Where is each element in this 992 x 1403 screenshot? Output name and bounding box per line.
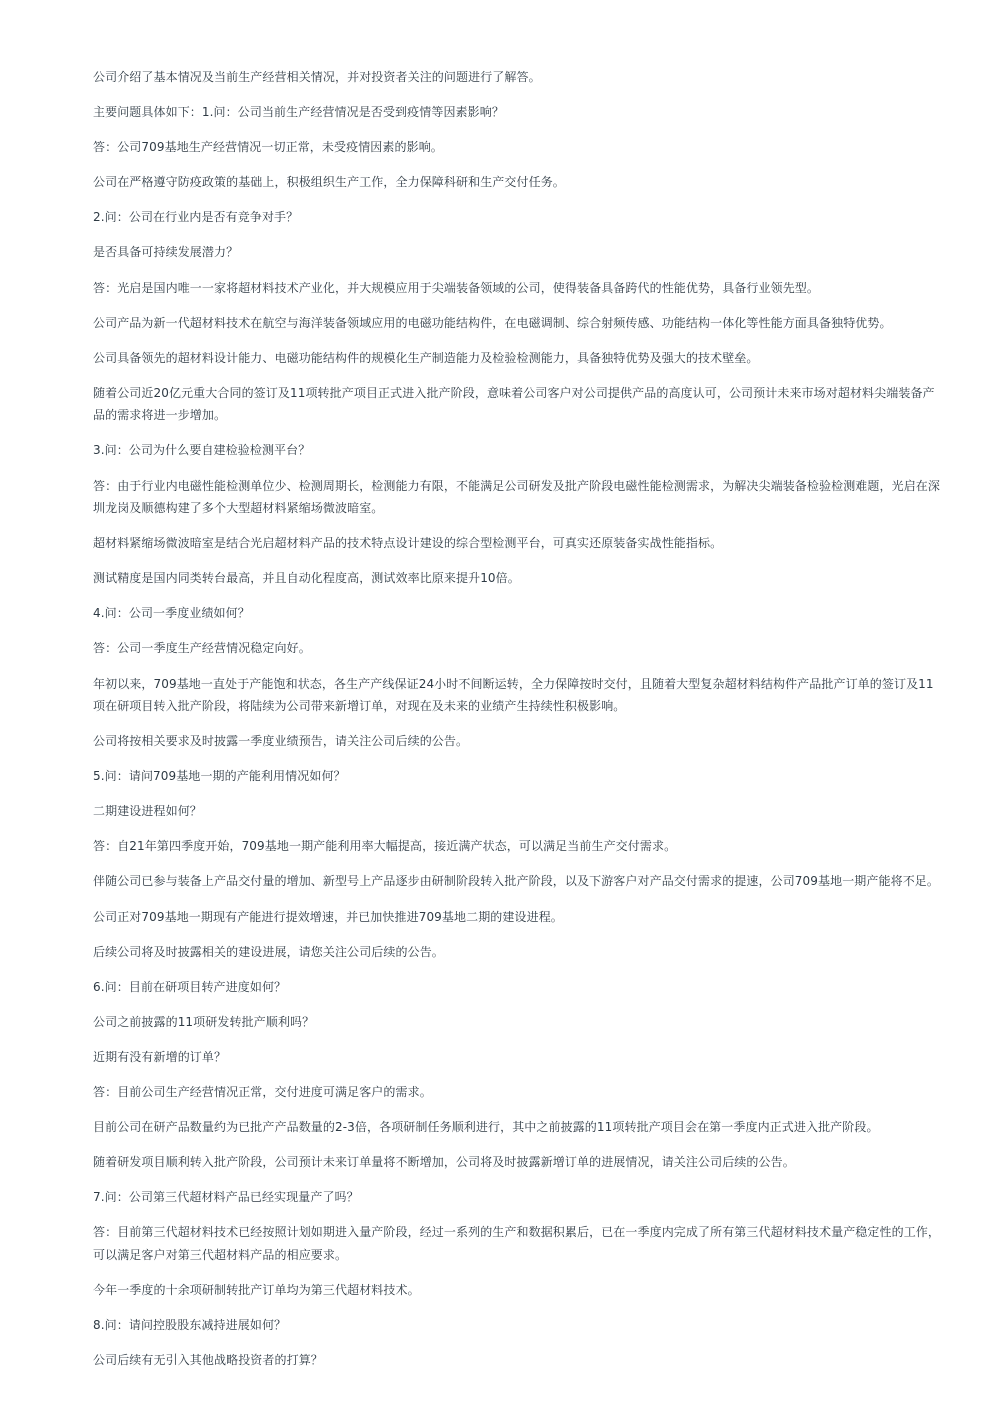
answer-3: 答：由于行业内电磁性能检测单位少、检测周期长，检测能力有限，不能满足公司研发及批产阶段电磁性能检测需求，为解决尖端装备检验检测难题，光启在深圳龙岗及顺德构建了多个大型超材料紧缩场微波暗室。 xyxy=(93,478,941,516)
answer-3-detail-1: 超材料紧缩场微波暗室是结合光启超材料产品的技术特点设计建设的综合型检测平台，可真实还原装备实战性能指标。 xyxy=(93,536,723,551)
answer-6-detail-1: 目前公司在研产品数量约为已批产产品数量的2-3倍，各项研制任务顺利进行，其中之前披露的11项转批产项目会在第一季度内正式进入批产阶段。 xyxy=(93,1120,879,1135)
answer-2-detail-2: 公司具备领先的超材料设计能力、电磁功能结构件的规模化生产制造能力及检验检测能力，具备独特优势及强大的技术壁垒。 xyxy=(93,350,759,365)
answer-7: 答：目前第三代超材料技术已经按照计划如期进入量产阶段，经过一系列的生产和数据积累后，已在一季度内完成了所有第三代超材料技术量产稳定性的工作，可以满足客户对第三代超材料产品的相应要求。 xyxy=(93,1225,941,1262)
question-6: 6.问：目前在研项目转产进度如何？ xyxy=(93,979,287,994)
answer-2-detail-1: 公司产品为新一代超材料技术在航空与海洋装备领域应用的电磁功能结构件，在电磁调制、综合射频传感、功能结构一体化等性能方面具备独特优势。 xyxy=(93,315,892,330)
answer-2-detail-3: 随着公司近20亿元重大合同的签订及11项转批产项目正式进入批产阶段，意味着公司客户对公司提供产品的高度认可，公司预计未来市场对超材料尖端装备产品的需求将进一步增加。 xyxy=(93,385,935,423)
answer-5-detail-1: 伴随公司已参与装备上产品交付量的增加、新型号上产品逐步由研制阶段转入批产阶段，以及下游客户对产品交付需求的提速，公司709基地一期产能将不足。 xyxy=(93,874,940,889)
paragraph-intro: 公司介绍了基本情况及当前生产经营相关情况，并对投资者关注的问题进行了解答。 xyxy=(93,70,541,84)
answer-4-detail-2: 公司将按相关要求及时披露一季度业绩预告，请关注公司后续的公告。 xyxy=(93,734,469,749)
answer-4-detail-1: 年初以来，709基地一直处于产能饱和状态，各生产产线保证24小时不间断运转，全力保障按时交付，且随着大型复杂超材料结构件产品批产订单的签订及11项在研项目转入批产阶段，将陆续为公司带来新增订单，对现在及未来的业绩产生持续性积极影响。 xyxy=(93,676,934,713)
answer-1-detail: 公司在严格遵守防疫政策的基础上，积极组织生产工作，全力保障科研和生产交付任务。 xyxy=(93,175,565,190)
question-7: 7.问：公司第三代超材料产品已经实现量产了吗？ xyxy=(93,1190,359,1205)
question-8-followup: 公司后续有无引入其他战略投资者的打算？ xyxy=(93,1353,323,1368)
question-8: 8.问：请问控股股东减持进展如何？ xyxy=(93,1318,287,1333)
question-1: 主要问题具体如下：1.问：公司当前生产经营情况是否受到疫情等因素影响？ xyxy=(93,105,504,120)
answer-1: 答：公司709基地生产经营情况一切正常，未受疫情因素的影响。 xyxy=(93,140,443,155)
answer-6: 答：目前公司生产经营情况正常，交付进度可满足客户的需求。 xyxy=(93,1085,432,1100)
question-6-followup-1: 公司之前披露的11项研发转批产顺利吗？ xyxy=(93,1014,315,1029)
question-4: 4.问：公司一季度业绩如何？ xyxy=(93,606,250,621)
document-body xyxy=(93,66,945,1384)
answer-3-detail-2: 测试精度是国内同类转台最高，并且自动化程度高，测试效率比原来提升10倍。 xyxy=(93,571,520,586)
question-2-followup: 是否具备可持续发展潜力？ xyxy=(93,245,239,260)
answer-5-detail-3: 后续公司将及时披露相关的建设进展，请您关注公司后续的公告。 xyxy=(93,944,444,959)
answer-4: 答：公司一季度生产经营情况稳定向好。 xyxy=(93,641,311,656)
answer-5: 答：自21年第四季度开始，709基地一期产能利用率大幅提高，接近满产状态，可以满足当前生产交付需求。 xyxy=(93,839,677,854)
answer-7-detail: 今年一季度的十余项研制转批产订单均为第三代超材料技术。 xyxy=(93,1283,420,1297)
answer-6-detail-2: 随着研发项目顺利转入批产阶段，公司预计未来订单量将不断增加，公司将及时披露新增订单的进展情况，请关注公司后续的公告。 xyxy=(93,1155,795,1170)
question-5-followup: 二期建设进程如何？ xyxy=(93,804,202,819)
question-3: 3.问：公司为什么要自建检验检测平台？ xyxy=(93,443,311,458)
question-5: 5.问：请问709基地一期的产能利用情况如何？ xyxy=(93,769,346,784)
answer-2: 答：光启是国内唯一一家将超材料技术产业化，并大规模应用于尖端装备领域的公司，使得装备具备跨代的性能优势，具备行业领先型。 xyxy=(93,280,820,295)
question-6-followup-2: 近期有没有新增的订单？ xyxy=(93,1049,227,1064)
question-2: 2.问：公司在行业内是否有竞争对手？ xyxy=(93,210,299,225)
answer-5-detail-2: 公司正对709基地一期现有产能进行提效增速，并已加快推进709基地二期的建设进程。 xyxy=(93,909,563,924)
